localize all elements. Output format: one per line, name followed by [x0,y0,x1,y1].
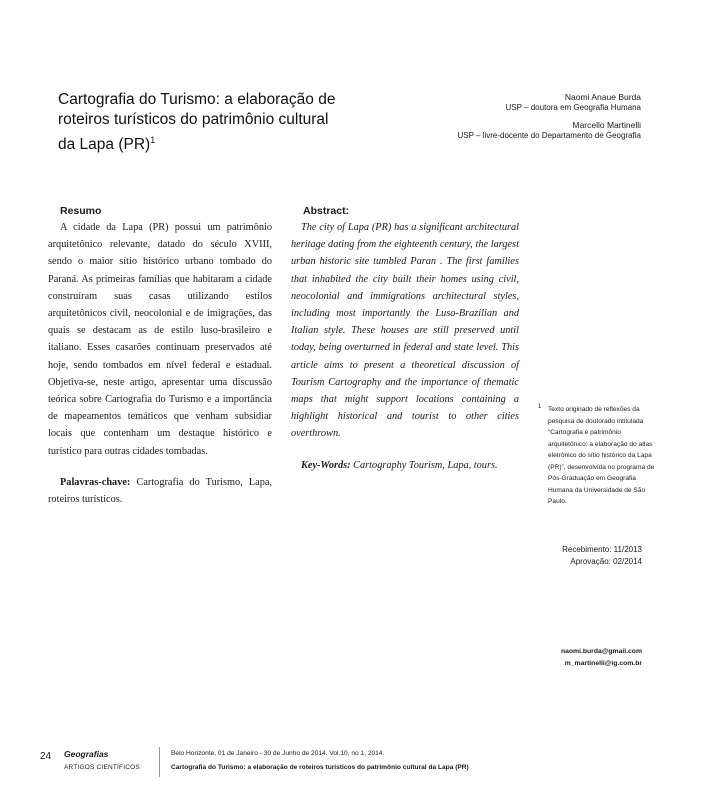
running-title: Cartografia do Turismo: a elaboração de roteiros turísticos do patrimônio cultural da Lapa (PR) [171,764,469,771]
keywords-label: Palavras-chave: [60,476,131,488]
resumo-heading: Resumo [60,205,102,217]
article-title-text: Cartografia do Turismo: a elaboração de roteiros turísticos do patrimônio cultural da Lapa (PR) [58,91,336,154]
keywords-text: Cartography Tourism, Lapa, tours. [353,459,498,471]
resumo-body: A cidade da Lapa (PR) possui um patrimônio arquitetônico relevante, datado do século XVIII, sendo o maior sítio histórico urbano tombado do Paraná. As primeiras famílias que habitaram a cidade construíram suas casas utilizando estilos arquitetônicos civil, neocolonial e de imigrações, das quais se destacam as de estilo luso-brasileiro e italiano. Esses casarões continuam preservados até hoje, sendo tombados em nível federal e estadual. Objetiva-se, neste artigo, apresentar uma discussão teórica sobre Cartografia do Turismo e a importância de mapeamentos temáticos que venham subsidiar locais que contenham um destaque histórico e turístico para outras cidades tombadas. [48,222,272,457]
footer-divider [159,747,160,777]
email-link[interactable]: naomi.burda@gmail.com [560,648,642,655]
author-list [457,92,641,141]
page-footer [0,745,704,785]
author-name: Marcello Martinelli [572,120,641,130]
approved-date: Aprovação: 02/2014 [570,557,642,566]
author-name: Naomi Anaue Burda [564,92,641,102]
author-block [457,120,641,141]
abstract-heading: Abstract: [303,205,350,217]
publication-info: Belo Horizonte, 01 de Janeiro - 30 de Junho de 2014. Vol.10, no 1, 2014. [171,750,385,757]
contact-emails [561,646,642,670]
email-link[interactable]: m_martinelli@ig.com.br [564,660,642,667]
keywords-label: Key-Words: [301,459,351,471]
footnote-text: Texto originado de reflexões da pesquisa de doutorado intitulada “Cartografia e patrimônio arquitetônico: a elaboração do atlas eletrônico do sítio histórico da Lapa (PR)”, desenvolvida no programa de Pós-Graduação em Geografia Humana da Universidade de São Paulo. [548,406,655,505]
abstract-keywords [291,457,519,474]
received-date: Recebimento: 11/2013 [562,545,642,554]
footnote-mark: 1 [538,404,542,410]
submission-dates [562,544,642,568]
section-name: ARTIGOS CIENTÍFICOS [64,764,140,771]
abstract-section [291,219,519,474]
page-number: 24 [40,751,52,762]
article-title [58,90,348,155]
journal-name: Geografias [64,749,109,759]
author-affiliation: USP – livre-docente do Departamento de Geografia [457,130,641,140]
author-affiliation: USP – doutora em Geografia Humana [505,102,641,112]
keywords-text: Cartografia do Turismo, Lapa, roteiros turísticos. [48,476,272,506]
footnote [538,404,658,508]
resumo-keywords [48,474,272,508]
abstract-body: The city of Lapa (PR) has a significant architectural heritage dating from the eighteenth century, the largest urban historic site tumbled Paran . The first families that inhabited the city built their homes using civil, neocolonial and immigrations architectural styles, including most importantly the Luso-Brazilian and Italian style. These houses are still preserved until today, being overturned in federal and state level. This article aims to present a theoretical discussion of Tourism Cartography and the importance of thematic maps that might support locations containing a highlight historical and tourist to other cities overthrown. [291,222,519,440]
author-block [457,92,641,113]
resumo-section [48,219,272,508]
title-footnote-mark: 1 [150,135,156,145]
